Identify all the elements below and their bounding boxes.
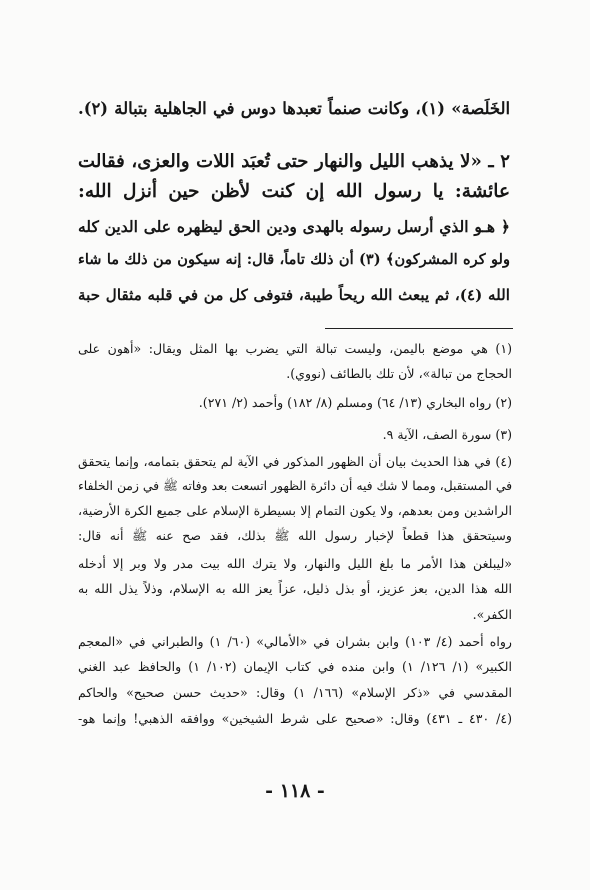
main-text-line-5: ولو كره المشركون﴾ (٣) أن ذلك تاماً، قال: إنه سيكون من ذلك ما شاء (78, 251, 510, 268)
main-text-line-3: عائشة: يا رسول الله إن كنت لأظن حين أنزل الله: (78, 181, 510, 202)
footnote-line: الله هذا الدين، بعز عزيز، أو بذل ذليل، عزاً يعز الله به الإسلام، وذلاً يذل الله به (78, 581, 512, 596)
main-text-line-6: الله (٤)، ثم يبعث الله ريحاً طيبة، فتوفى كل من في قلبه مثقال حبة (78, 286, 510, 304)
footnote-line: (٤/ ٤٣٠ ـ ٤٣١) وقال: «صحيح على شرط الشيخين» ووافقه الذهبي! وإنما هو- (78, 711, 512, 726)
main-text-line-2: ٢ ـ «لا يذهب الليل والنهار حتى تُعبَد اللات والعزى، فقالت (78, 151, 510, 172)
page-number: - ١١٨ - (265, 780, 325, 802)
footnote-line: «ليبلغن هذا الأمر ما بلغ الليل والنهار، ولا يترك الله بيت مدر ولا وبر إلا أدخله (78, 556, 512, 571)
footnote-line: (٤) في هذا الحديث بيان أن الظهور المذكور في الآية لم يتحقق بتمامه، وإنما يتحقق (78, 454, 512, 469)
footnote-divider (325, 328, 513, 329)
footnote-line: وسيتحقق هذا قطعاً لإخبار رسول الله ﷺ بذلك، فقد صح عنه ﷺ أنه قال: (78, 528, 512, 543)
footnote-line: رواه أحمد (٤/ ١٠٣) وابن بشران في «الأمالي» (٦٠/ ١) والطبراني في «المعجم (78, 634, 512, 649)
footnote-line: المقدسي في «ذكر الإسلام» (١٦٦/ ١) وقال: «حديث حسن صحيح» والحاكم (78, 685, 512, 700)
footnote-line: (٣) سورة الصف، الآية ٩. (382, 427, 512, 442)
footnote-line: الكفر». (472, 607, 512, 622)
footnote-line: (١) هي موضع باليمن، وليست تبالة التي يضرب بها المثل ويقال: «أهون على (78, 341, 512, 356)
footnote-line: الكبير» (١/ ١٢٦/ ١) وابن منده في كتاب الإيمان (١٠٢/ ١) والحافظ عبد الغني (78, 659, 512, 674)
footnote-line: (٢) رواه البخاري (١٣/ ٦٤) ومسلم (٨/ ١٨٢) وأحمد (٢/ ٢٧١). (198, 395, 512, 410)
main-text-line-1: الخَلَصة» (١)، وكانت صنماً تعبدها دوس في الجاهلية بتبالة (٢). (78, 99, 510, 118)
footnote-line: الحجاج من تبالة»، لأن تلك بالطائف (نووي). (286, 366, 512, 381)
footnote-line: الراشدين ومن بعدهم، ولا يكون التمام إلا بسيطرة الإسلام على جميع الكرة الأرضية، (78, 503, 512, 518)
main-text-line-4: ﴿ هـو الذي أرسل رسوله بالهدى ودين الحق ليظهره على الدين كله (78, 217, 510, 236)
footnote-line: في المستقبل، ومما لا شك فيه أن دائرة الظهور اتسعت بعد وفاته ﷺ في زمن الخلفاء (78, 479, 512, 493)
